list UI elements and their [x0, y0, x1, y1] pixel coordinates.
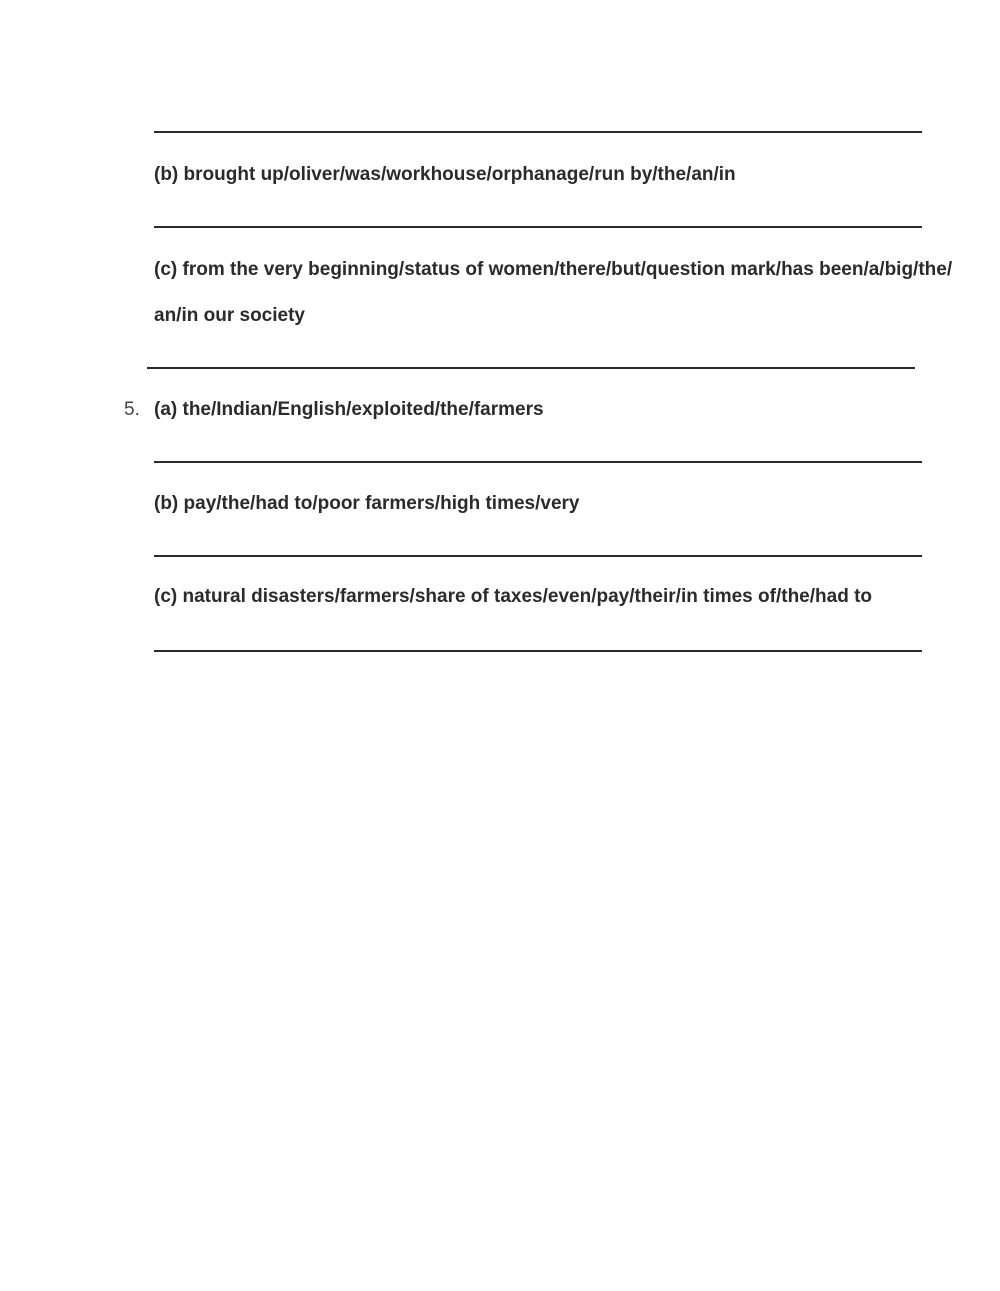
answer-line[interactable] — [154, 461, 922, 463]
answer-line[interactable] — [154, 131, 922, 133]
answer-line[interactable] — [154, 226, 922, 228]
question-4b: (b) brought up/oliver/was/workhouse/orphanage/run by/the/an/in — [154, 164, 736, 185]
question-5c: (c) natural disasters/farmers/share of taxes/even/pay/their/in times of/the/had to — [154, 586, 873, 607]
question-5b: (b) pay/the/had to/poor farmers/high times/very — [154, 493, 580, 514]
question-number-5: 5. — [124, 399, 140, 420]
answer-line[interactable] — [154, 555, 922, 557]
answer-line[interactable] — [147, 367, 915, 369]
question-5a: (a) the/Indian/English/exploited/the/farmers — [154, 399, 544, 420]
question-4c: (c) from the very beginning/status of women/there/but/question mark/has been/a/big/the/ — [154, 259, 953, 280]
answer-line[interactable] — [154, 650, 922, 652]
question-4c-continuation: an/in our society — [154, 305, 305, 326]
